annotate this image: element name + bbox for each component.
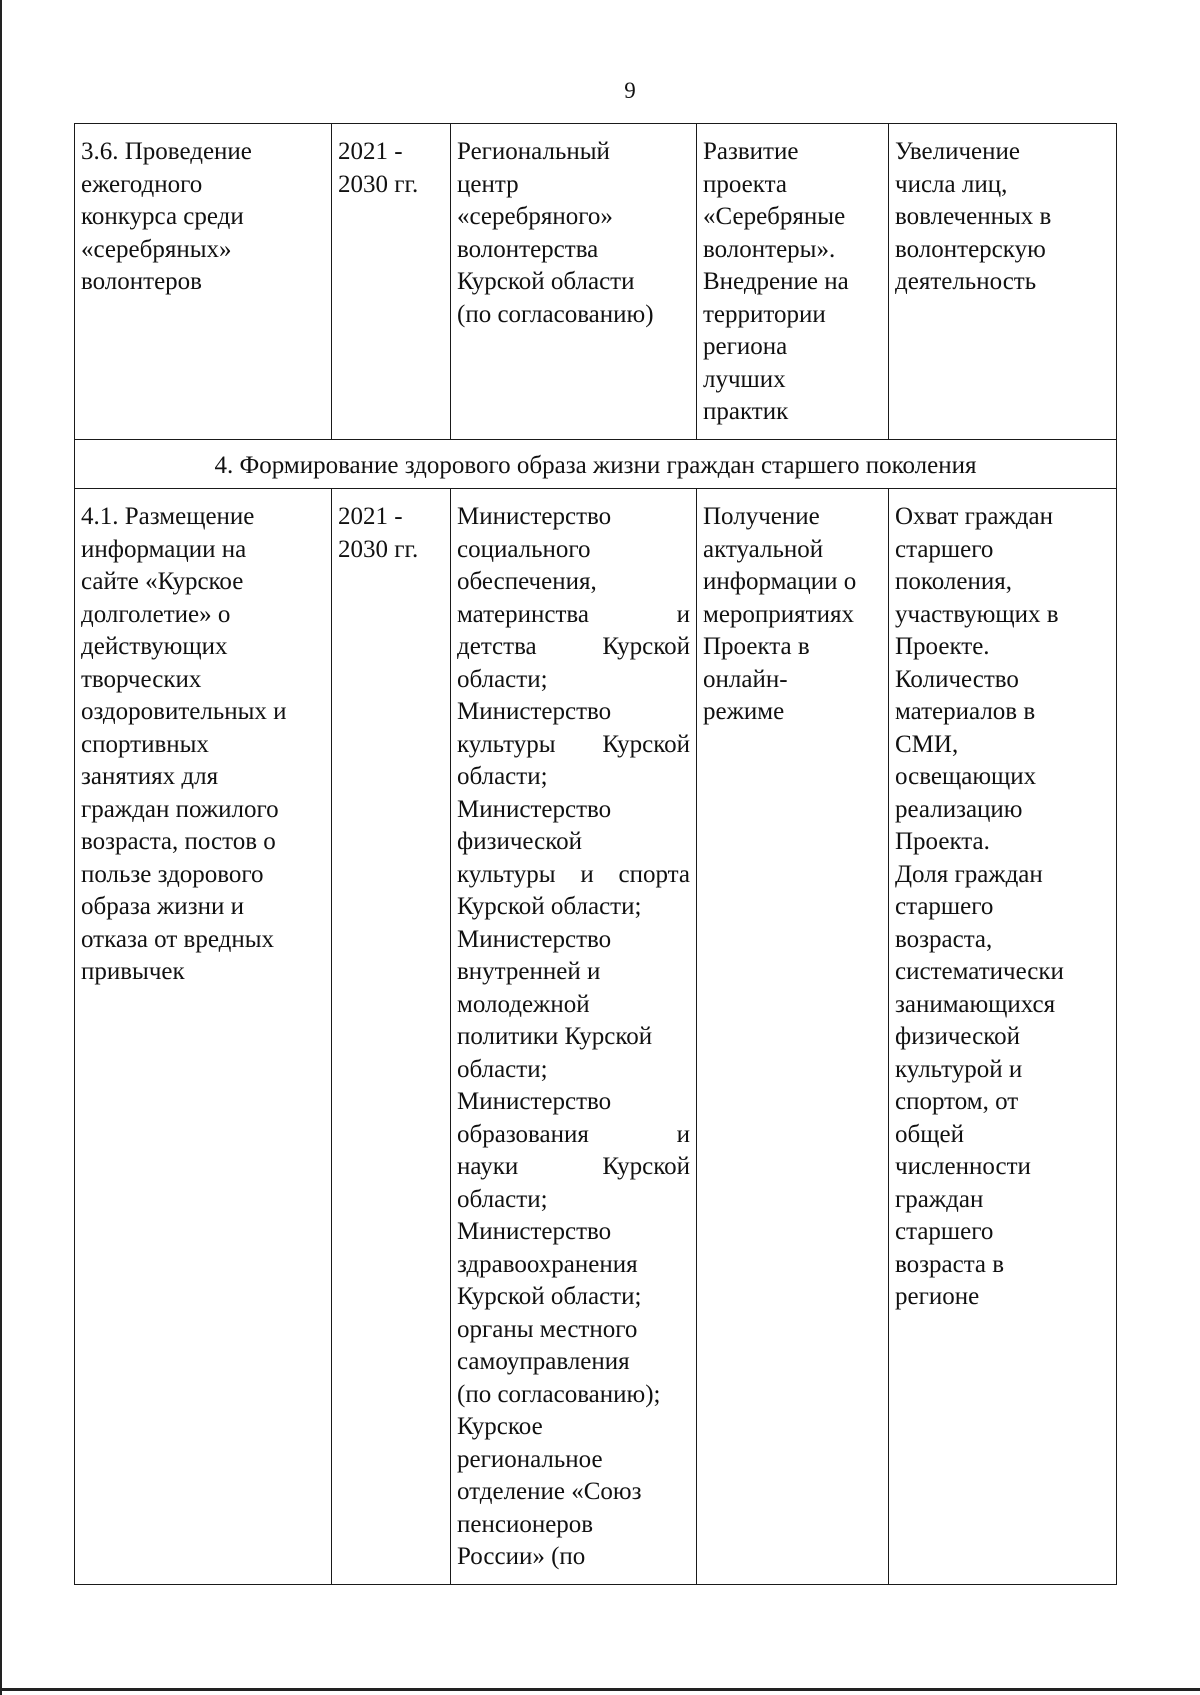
cell-line: 2030 гг. <box>338 170 419 198</box>
cell-line: «серебряных» <box>81 235 232 263</box>
cell-line: Курской области; <box>457 1283 642 1310</box>
cell-line: оздоровительных и <box>81 698 287 725</box>
cell-line: действующих <box>81 633 228 660</box>
cell-line: физической <box>457 828 582 855</box>
cell-line: освещающих <box>895 763 1037 790</box>
table-row-3-6 <box>75 124 1117 440</box>
cell-line: творческих <box>81 665 202 693</box>
period-cell-3-6 <box>332 124 451 440</box>
cell-line: проекта <box>703 170 787 198</box>
cell-line: самоуправления <box>457 1348 630 1375</box>
cell-line: «серебряного» <box>457 203 613 230</box>
measures-table <box>74 123 1117 1585</box>
cell-line: образа жизни и <box>81 893 244 920</box>
cell-line: области; <box>457 665 548 693</box>
cell-line: образования и <box>457 1120 690 1148</box>
cell-line: режиме <box>703 698 785 725</box>
cell-line: СМИ, <box>895 730 959 758</box>
cell-line: информации на <box>81 535 247 563</box>
cell-line: 3.6. Проведение <box>81 138 252 165</box>
measure-cell-3-6 <box>75 124 332 440</box>
cell-line: ежегодного <box>81 170 203 198</box>
cell-line: возраста в <box>895 1250 1005 1278</box>
cell-line: Проекта. <box>895 828 990 855</box>
cell-line: культурой и <box>895 1055 1023 1083</box>
cell-line: волонтерскую <box>895 235 1046 263</box>
cell-line: 2030 гг. <box>338 535 419 563</box>
cell-line: 2021 - <box>338 503 403 530</box>
cell-line: региона <box>703 333 788 360</box>
cell-line: внутренней и <box>457 958 601 985</box>
cell-line: России» (по <box>457 1543 586 1570</box>
cell-line: отказа от вредных <box>81 925 274 953</box>
cell-line: физической <box>895 1023 1020 1050</box>
cell-line: сайте «Курское <box>81 568 244 595</box>
cell-line: Количество <box>895 665 1019 693</box>
cell-line: возраста, постов о <box>81 828 276 855</box>
cell-line: участвующих в <box>895 600 1059 628</box>
cell-line: конкурса среди <box>81 203 244 230</box>
cell-line: волонтерства <box>457 235 599 263</box>
cell-line: молодежной <box>457 990 590 1018</box>
cell-line: Министерство <box>457 925 612 953</box>
cell-line: волонтеров <box>81 268 202 295</box>
cell-line: Охват граждан <box>895 503 1053 530</box>
cell-line: старшего <box>895 535 994 563</box>
cell-line: Проекте. <box>895 633 990 660</box>
cell-line: реализацию <box>895 795 1023 823</box>
cell-line: культуры Курской <box>457 730 690 758</box>
cell-line: культуры и спорта <box>457 860 690 888</box>
cell-line: старшего <box>895 893 994 920</box>
cell-line: Внедрение на <box>703 268 849 295</box>
cell-line: территории <box>703 300 826 328</box>
cell-line: занимающихся <box>895 990 1056 1018</box>
cell-line: пользе здорового <box>81 860 264 888</box>
cell-line: практик <box>703 398 789 425</box>
cell-line: материалов в <box>895 698 1036 725</box>
cell-line: актуальной <box>703 535 824 563</box>
table-row-4-1 <box>75 489 1117 1585</box>
cell-line: Министерство <box>457 503 612 530</box>
cell-line: регионе <box>895 1283 980 1310</box>
cell-line: привычек <box>81 958 185 985</box>
cell-line: детства Курской <box>457 633 690 660</box>
cell-line: центр <box>457 170 519 198</box>
measure-cell-4-1 <box>75 489 332 1585</box>
cell-line: политики Курской <box>457 1023 653 1050</box>
cell-line: спортивных <box>81 730 209 758</box>
cell-line: Развитие <box>703 138 799 165</box>
cell-line: волонтеры». <box>703 235 836 263</box>
cell-line: области; <box>457 763 548 790</box>
cell-line: лучших <box>703 365 786 393</box>
cell-line: информации о <box>703 568 857 595</box>
cell-line: «Серебряные <box>703 203 846 230</box>
cell-line: области; <box>457 1185 548 1213</box>
cell-line: материнства и <box>457 600 690 628</box>
cell-line: (по согласованию); <box>457 1380 661 1408</box>
indicator-cell-4-1 <box>889 489 1117 1585</box>
scan-edge-bottom <box>0 1688 1200 1691</box>
cell-line: отделение «Союз <box>457 1478 642 1505</box>
cell-line: здравоохранения <box>457 1250 638 1278</box>
cell-line: науки Курской <box>457 1153 690 1180</box>
executor-cell-4-1 <box>451 489 697 1585</box>
cell-line: обеспечения, <box>457 568 597 595</box>
cell-line: мероприятиях <box>703 600 854 628</box>
indicator-cell-3-6 <box>889 124 1117 440</box>
cell-line: пенсионеров <box>457 1510 594 1538</box>
cell-line: занятиях для <box>81 763 219 790</box>
cell-line: численности <box>895 1153 1031 1180</box>
result-cell-3-6 <box>697 124 889 440</box>
cell-line: 2021 - <box>338 138 403 165</box>
scan-edge-left <box>0 0 2 1695</box>
period-cell-4-1 <box>332 489 451 1585</box>
cell-line: Министерство <box>457 1218 612 1245</box>
cell-line: региональное <box>457 1445 603 1473</box>
page-number: 9 <box>624 78 636 103</box>
cell-line: Курское <box>457 1413 543 1440</box>
cell-line: Министерство <box>457 795 612 823</box>
cell-line: старшего <box>895 1218 994 1245</box>
cell-line: деятельность <box>895 268 1037 295</box>
cell-line: Курской области <box>457 268 635 295</box>
cell-line: систематически <box>895 958 1064 985</box>
cell-line: Министерство <box>457 1088 612 1115</box>
cell-line: вовлеченных в <box>895 203 1052 230</box>
cell-line: граждан <box>895 1185 984 1213</box>
section-row-4 <box>75 439 1117 489</box>
cell-line: поколения, <box>895 568 1013 595</box>
cell-line: Увеличение <box>895 138 1021 165</box>
cell-line: граждан пожилого <box>81 795 279 823</box>
cell-line: возраста, <box>895 925 993 953</box>
cell-line: Министерство <box>457 698 612 725</box>
cell-line: 4.1. Размещение <box>81 503 255 530</box>
cell-line: числа лиц, <box>895 170 1008 198</box>
cell-line: Проекта в <box>703 633 810 660</box>
cell-line: Региональный <box>457 138 610 165</box>
section-title-4: 4. Формирование здорового образа жизни граждан старшего поколения <box>75 439 1117 489</box>
cell-line: Доля граждан <box>895 860 1043 888</box>
cell-line: спортом, от <box>895 1088 1019 1115</box>
executor-cell-3-6 <box>451 124 697 440</box>
cell-line: Получение <box>703 503 820 530</box>
cell-line: органы местного <box>457 1315 638 1343</box>
cell-line: онлайн- <box>703 665 788 693</box>
cell-line: (по согласованию) <box>457 300 654 328</box>
cell-line: общей <box>895 1120 964 1148</box>
cell-line: Курской области; <box>457 893 642 920</box>
result-cell-4-1 <box>697 489 889 1585</box>
cell-line: долголетие» о <box>81 600 231 628</box>
cell-line: области; <box>457 1055 548 1083</box>
cell-line: социального <box>457 535 591 563</box>
